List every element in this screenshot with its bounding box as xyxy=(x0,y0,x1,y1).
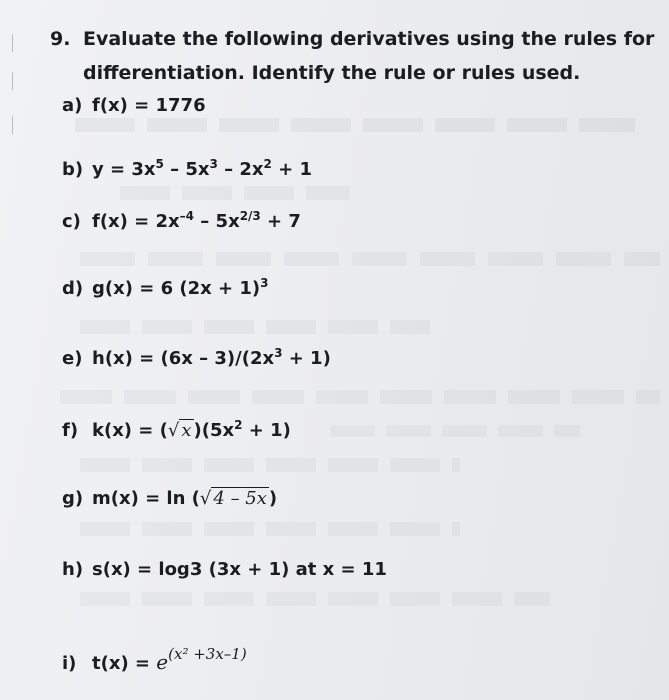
expr-part: – 5x xyxy=(194,211,240,232)
item-label: d) xyxy=(62,278,84,299)
expr-part: g(x) = 6 (2x + 1) xyxy=(92,278,261,299)
problem-title-line1: Evaluate the following derivatives using the rules for xyxy=(83,28,655,50)
bleed-through-line xyxy=(75,118,635,132)
expr-part: h(x) = (6x – 3)/(2x xyxy=(92,348,275,369)
expr-part: + 1) xyxy=(242,420,291,441)
bleed-through-line xyxy=(120,186,350,200)
radicand: x xyxy=(181,420,192,441)
page-edge-mark xyxy=(0,63,13,90)
expr-part: – 2x xyxy=(217,159,264,180)
page-edge-mark xyxy=(0,25,13,52)
item-label: f) xyxy=(62,420,79,441)
item-b xyxy=(62,153,312,181)
radicand: 4 – 5x xyxy=(213,488,267,509)
expr-part: y = 3x xyxy=(92,159,156,180)
sqrt-symbol: √ xyxy=(199,488,212,509)
bleed-through-line xyxy=(60,390,660,404)
expr-part: t(x) = xyxy=(92,653,157,674)
problem-title-line2: differentiation. Identify the rule or rules used. xyxy=(83,62,581,84)
expr-part: + 1 xyxy=(271,159,313,180)
exponent: (x² +3x–1) xyxy=(168,645,247,663)
expr-part: f(x) = 2x xyxy=(92,211,180,232)
expr-part: k(x) = ( xyxy=(92,420,168,441)
exponent: –4 xyxy=(179,209,195,223)
item-label: a) xyxy=(62,95,83,116)
item-a xyxy=(62,95,206,117)
sqrt-symbol: √ xyxy=(167,420,180,441)
bleed-through-line xyxy=(80,592,550,606)
item-label: i) xyxy=(62,653,77,674)
bleed-through-line xyxy=(80,320,430,334)
item-e xyxy=(62,342,331,370)
exponent: 3 xyxy=(209,157,218,171)
exponent: 2 xyxy=(263,157,272,171)
item-expression: f(x) = 1776 xyxy=(92,95,206,116)
exponent: 3 xyxy=(274,346,283,360)
expr-part: + 1) xyxy=(282,348,331,369)
item-c xyxy=(62,205,301,233)
item-label: c) xyxy=(62,211,81,232)
item-g xyxy=(62,488,277,510)
exp-base: e xyxy=(156,650,169,674)
problem-number: 9. xyxy=(50,28,71,50)
expr-part: ) xyxy=(268,488,278,509)
expr-part: (3x + 1) at x = 11 xyxy=(202,559,387,580)
expr-part: – 5x xyxy=(163,159,210,180)
bleed-through-line xyxy=(80,458,460,472)
item-label: g) xyxy=(62,488,84,509)
bleed-through-line xyxy=(330,425,580,437)
bleed-through-line xyxy=(80,522,460,536)
page-edge-mark xyxy=(0,107,13,134)
log-base: 3 xyxy=(189,559,203,580)
exponent: 3 xyxy=(260,276,269,290)
bleed-through-line xyxy=(80,252,660,266)
item-label: e) xyxy=(62,348,83,369)
item-f xyxy=(62,414,291,442)
exponent: 2 xyxy=(234,418,243,432)
item-d xyxy=(62,272,268,300)
item-label: h) xyxy=(62,559,84,580)
item-h xyxy=(62,559,387,581)
item-label: b) xyxy=(62,159,84,180)
expr-part: s(x) = log xyxy=(92,559,190,580)
expr-part: )(5x xyxy=(193,420,235,441)
expr-part: m(x) = ln ( xyxy=(92,488,200,509)
exponent: 5 xyxy=(155,157,164,171)
exponent: 2/3 xyxy=(239,209,261,223)
item-i xyxy=(62,643,247,675)
expr-part: + 7 xyxy=(260,211,301,232)
